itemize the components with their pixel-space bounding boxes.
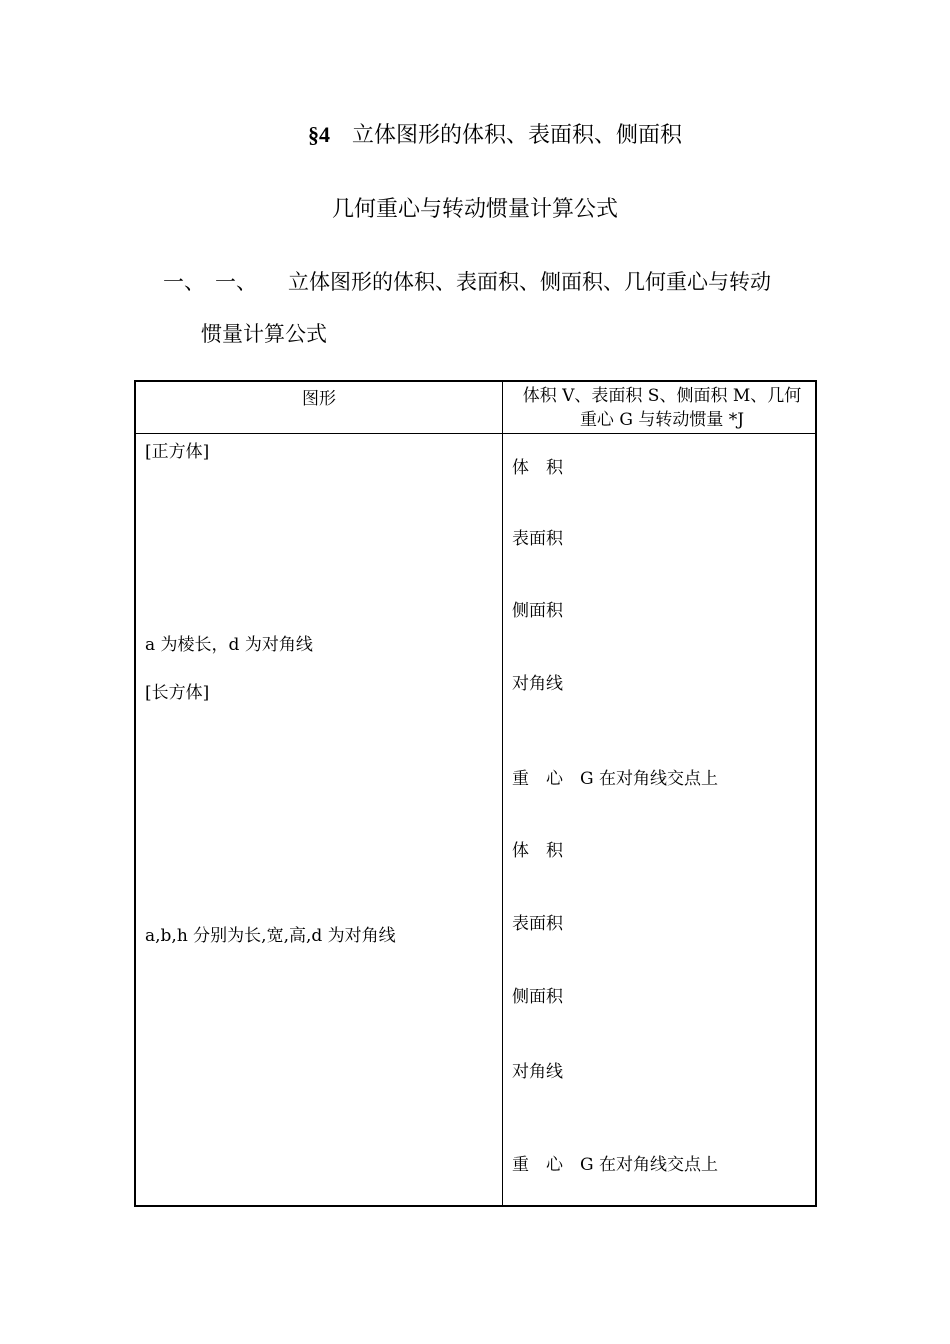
header-divider [136, 433, 815, 434]
cuboid-label: [长方体] [145, 683, 210, 703]
cuboid-description: a,b,h 分别为长,宽,高,d 为对角线 [145, 926, 396, 946]
cube-surface-label: 表面积 [512, 529, 563, 549]
cuboid-volume-label: 体 积 [512, 841, 563, 861]
header-shape: 图形 [302, 389, 336, 409]
cuboid-diagonal-label: 对角线 [512, 1062, 563, 1082]
section-title [0, 118, 950, 149]
section-number: §4 [307, 122, 330, 147]
cuboid-surface-label: 表面积 [512, 914, 563, 934]
cube-lateral-label: 侧面积 [512, 601, 563, 621]
cuboid-lateral-label: 侧面积 [512, 987, 563, 1007]
cube-description: a 为棱长，d 为对角线 [145, 635, 313, 655]
cuboid-centroid-label: 重 心 G 在对角线交点上 [512, 1155, 718, 1175]
cube-volume-label: 体 积 [512, 458, 563, 478]
cube-label: [正方体] [145, 442, 210, 462]
section-subtitle: 几何重心与转动惯量计算公式 [331, 197, 618, 222]
heading-number-2: 一、 [215, 270, 257, 294]
heading-text-line1: 立体图形的体积、表面积、侧面积、几何重心与转动 [288, 270, 771, 294]
section-title-text: 立体图形的体积、表面积、侧面积 [351, 123, 682, 148]
header-formulas-line2: 重心 G 与转动惯量 *J [579, 410, 745, 430]
header-formulas [512, 384, 812, 432]
heading-number-1: 一、 [163, 270, 205, 294]
formula-table [134, 380, 817, 1207]
heading-text-line2: 惯量计算公式 [201, 322, 327, 346]
header-formulas-line1: 体积 V、表面积 S、侧面积 M、几何 [522, 386, 802, 406]
cube-centroid-label: 重 心 G 在对角线交点上 [512, 769, 718, 789]
column-divider [502, 382, 503, 1205]
cube-diagonal-label: 对角线 [512, 674, 563, 694]
